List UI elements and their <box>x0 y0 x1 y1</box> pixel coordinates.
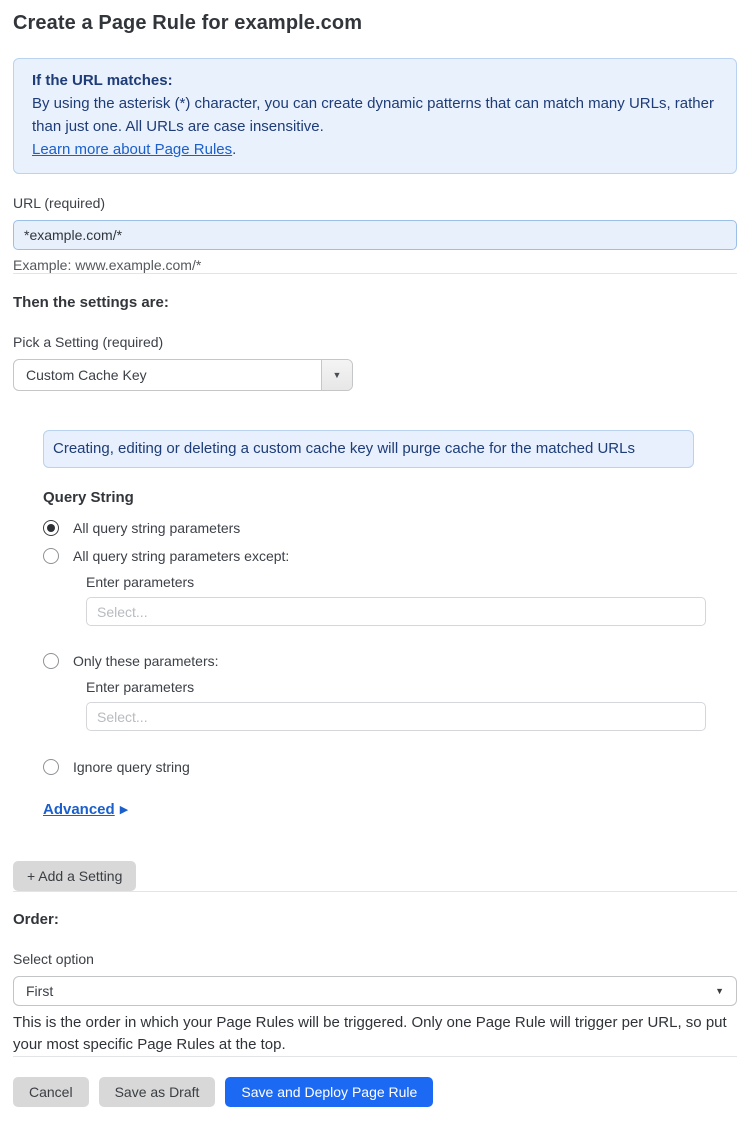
radio-icon[interactable] <box>43 759 59 775</box>
enter-parameters-label: Enter parameters <box>86 574 195 590</box>
advanced-link[interactable] <box>43 801 128 818</box>
info-link-suffix: . <box>232 141 237 158</box>
advanced-link-label: Advanced <box>43 801 115 818</box>
save-and-deploy-button[interactable]: Save and Deploy Page Rule <box>225 1077 433 1107</box>
order-select[interactable] <box>13 976 737 1006</box>
order-select-value: First <box>26 983 54 999</box>
info-link-line <box>32 138 718 161</box>
learn-more-link[interactable]: Learn more about Page Rules <box>32 141 233 158</box>
save-as-draft-button[interactable]: Save as Draft <box>99 1077 216 1107</box>
order-select-label: Select option <box>13 951 94 967</box>
only-params-field <box>86 679 737 731</box>
url-input[interactable] <box>13 220 737 250</box>
divider <box>13 891 737 892</box>
radio-label: Only these parameters: <box>73 653 219 669</box>
radio-option-only-params[interactable] <box>43 653 737 669</box>
divider <box>13 1056 737 1057</box>
setting-select-value: Custom Cache Key <box>26 367 147 383</box>
pick-setting-label: Pick a Setting (required) <box>13 334 164 350</box>
page-title: Create a Page Rule for example.com <box>13 12 363 34</box>
cancel-button[interactable]: Cancel <box>13 1077 89 1107</box>
enter-parameters-label: Enter parameters <box>86 679 195 695</box>
chevron-down-icon[interactable]: ▼ <box>321 360 352 390</box>
radio-icon[interactable] <box>43 653 59 669</box>
url-match-info-box <box>13 58 737 174</box>
only-parameters-input[interactable] <box>86 702 706 731</box>
radio-option-all-params-except[interactable] <box>43 548 737 564</box>
cache-key-notice: Creating, editing or deleting a custom cache key will purge cache for the matched URLs <box>43 430 694 468</box>
add-setting-button[interactable]: + Add a Setting <box>13 861 136 891</box>
chevron-down-icon: ▼ <box>715 986 724 996</box>
radio-label: All query string parameters <box>73 520 241 536</box>
radio-icon[interactable] <box>43 520 59 536</box>
url-example-hint: Example: www.example.com/* <box>13 257 202 273</box>
radio-option-ignore-query-string[interactable] <box>43 759 737 775</box>
footer-actions <box>13 1077 737 1107</box>
radio-icon[interactable] <box>43 548 59 564</box>
except-params-field <box>86 574 737 626</box>
settings-heading: Then the settings are: <box>13 294 169 311</box>
radio-label: Ignore query string <box>73 759 190 775</box>
info-box-title: If the URL matches: <box>32 72 173 89</box>
radio-option-all-params[interactable] <box>43 520 737 536</box>
order-heading: Order: <box>13 911 59 928</box>
info-box-body: By using the asterisk (*) character, you can create dynamic patterns that can match many URLs, rather than just one. All URLs are case insensitive. <box>32 95 714 135</box>
url-label: URL (required) <box>13 195 106 211</box>
except-parameters-input[interactable] <box>86 597 706 626</box>
radio-label: All query string parameters except: <box>73 548 290 564</box>
divider <box>13 273 737 274</box>
order-help-text: This is the order in which your Page Rules will be triggered. Only one Page Rule will trigger per URL, so put your most specific Page Rules at the top. <box>13 1014 727 1053</box>
query-string-heading: Query String <box>43 489 134 506</box>
chevron-right-icon: ▶ <box>119 804 129 816</box>
setting-select[interactable] <box>13 359 353 391</box>
